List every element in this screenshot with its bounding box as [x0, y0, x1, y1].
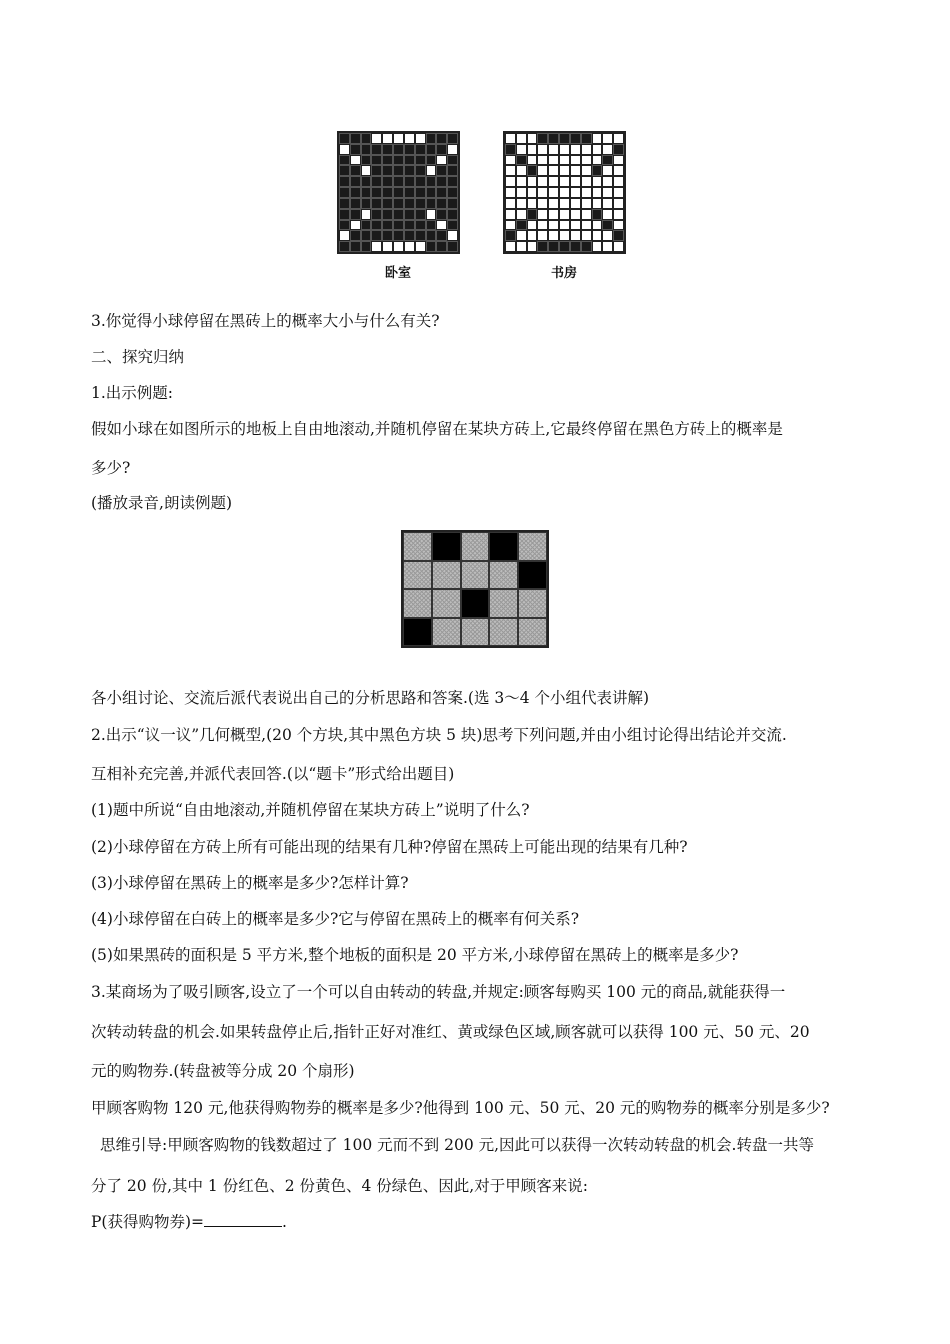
bedroom-black-tile: [436, 209, 447, 220]
bedroom-black-tile: [361, 230, 372, 241]
answer-blank: [204, 1212, 282, 1227]
study-black-tile: [570, 241, 581, 252]
study-white-tile: [602, 165, 613, 176]
study-white-tile: [505, 209, 516, 220]
study-white-tile: [592, 176, 603, 187]
bedroom-black-tile: [415, 220, 426, 231]
bedroom-white-tile: [361, 209, 372, 220]
item-3-question: 甲顾客购物 120 元,他获得购物券的概率是多少?他得到 100 元、50 元、20 元的购物券的概率分别是多少?: [91, 1099, 830, 1117]
study-white-tile: [581, 230, 592, 241]
bedroom-black-tile: [393, 198, 404, 209]
bedroom-black-tile: [393, 209, 404, 220]
study-white-tile: [548, 155, 559, 166]
bedroom-black-tile: [447, 220, 458, 231]
bedroom-black-tile: [404, 165, 415, 176]
study-white-tile: [548, 187, 559, 198]
study-black-tile: [527, 165, 538, 176]
bedroom-black-tile: [371, 230, 382, 241]
study-white-tile: [581, 209, 592, 220]
study-white-tile: [527, 144, 538, 155]
hint-line2: 分了 20 份,其中 1 份红色、2 份黄色、4 份绿色、因此,对于甲顾客来说:: [91, 1177, 588, 1195]
item-3-line1: 3.某商场为了吸引顾客,设立了一个可以自由转动的转盘,并规定:顾客每购买 100 元的商品,就能获得一: [91, 983, 786, 1001]
study-black-tile: [592, 165, 603, 176]
study-white-tile: [527, 155, 538, 166]
bedroom-black-tile: [339, 241, 350, 252]
gray-tile: [403, 561, 432, 590]
study-white-tile: [516, 230, 527, 241]
study-white-tile: [559, 144, 570, 155]
bedroom-black-tile: [350, 241, 361, 252]
bedroom-black-tile: [415, 176, 426, 187]
study-white-tile: [505, 176, 516, 187]
black-tile: [432, 532, 461, 561]
study-black-tile: [613, 144, 624, 155]
gray-tile: [518, 618, 547, 647]
bedroom-white-tile: [404, 133, 415, 144]
bedroom-black-tile: [447, 176, 458, 187]
bedroom-black-tile: [361, 241, 372, 252]
study-white-tile: [602, 133, 613, 144]
bedroom-black-tile: [371, 187, 382, 198]
study-white-tile: [537, 220, 548, 231]
study-white-tile: [527, 220, 538, 231]
bedroom-black-tile: [393, 176, 404, 187]
study-white-tile: [602, 144, 613, 155]
bedroom-black-tile: [371, 209, 382, 220]
study-white-tile: [548, 230, 559, 241]
bedroom-white-tile: [350, 220, 361, 231]
study-white-tile: [581, 165, 592, 176]
example-question-line1: 假如小球在如图所示的地板上自由地滚动,并随机停留在某块方砖上,它最终停留在黑色方砖上的概率是: [91, 420, 783, 438]
bedroom-black-tile: [436, 230, 447, 241]
bedroom-black-tile: [404, 198, 415, 209]
gray-tile: [489, 589, 518, 618]
formula-suffix: .: [282, 1213, 287, 1231]
bedroom-black-tile: [404, 220, 415, 231]
bedroom-black-tile: [339, 187, 350, 198]
bedroom-black-tile: [447, 198, 458, 209]
study-white-tile: [548, 198, 559, 209]
bedroom-black-tile: [382, 230, 393, 241]
study-black-tile: [505, 144, 516, 155]
study-white-tile: [570, 155, 581, 166]
bedroom-white-tile: [415, 133, 426, 144]
formula-prefix: P(获得购物券)=: [91, 1213, 205, 1231]
study-black-tile: [559, 133, 570, 144]
study-white-tile: [516, 198, 527, 209]
gray-tile: [518, 589, 547, 618]
example-floor-tiles: [401, 530, 549, 648]
bedroom-black-tile: [436, 165, 447, 176]
study-white-tile: [548, 209, 559, 220]
bedroom-black-tile: [339, 209, 350, 220]
bedroom-black-tile: [447, 209, 458, 220]
study-white-tile: [570, 187, 581, 198]
study-white-tile: [537, 176, 548, 187]
bedroom-white-tile: [447, 144, 458, 155]
bedroom-white-tile: [382, 241, 393, 252]
bedroom-white-tile: [436, 155, 447, 166]
item-3-line3: 元的购物券.(转盘被等分成 20 个扇形): [91, 1062, 355, 1080]
study-black-tile: [602, 155, 613, 166]
study-white-tile: [581, 220, 592, 231]
question-3: 3.你觉得小球停留在黑砖上的概率大小与什么有关?: [91, 312, 440, 330]
study-black-tile: [613, 230, 624, 241]
black-tile: [489, 532, 518, 561]
gray-tile: [461, 532, 490, 561]
bedroom-black-tile: [382, 155, 393, 166]
study-black-tile: [527, 209, 538, 220]
study-white-tile: [516, 133, 527, 144]
study-white-tile: [602, 198, 613, 209]
study-white-tile: [592, 230, 603, 241]
bedroom-black-tile: [436, 133, 447, 144]
study-white-tile: [570, 198, 581, 209]
study-white-tile: [537, 144, 548, 155]
bedroom-black-tile: [350, 209, 361, 220]
study-white-tile: [592, 241, 603, 252]
study-white-tile: [592, 133, 603, 144]
bedroom-white-tile: [447, 230, 458, 241]
bedroom-black-tile: [404, 209, 415, 220]
sub-question-4: (4)小球停留在白砖上的概率是多少?它与停留在黑砖上的概率有何关系?: [91, 910, 580, 928]
study-caption: 书房: [550, 266, 577, 281]
bedroom-black-tile: [447, 241, 458, 252]
study-white-tile: [537, 198, 548, 209]
bedroom-black-tile: [371, 176, 382, 187]
bedroom-black-tile: [436, 198, 447, 209]
bedroom-black-tile: [339, 155, 350, 166]
example-question-line2: 多少?: [91, 459, 131, 477]
study-white-tile: [527, 230, 538, 241]
study-white-tile: [613, 133, 624, 144]
item-2-line2: 互相补充完善,并派代表回答.(以“题卡”形式给出题目): [91, 765, 455, 783]
study-white-tile: [581, 187, 592, 198]
bedroom-white-tile: [339, 230, 350, 241]
bedroom-black-tile: [371, 198, 382, 209]
bedroom-black-tile: [382, 209, 393, 220]
study-white-tile: [602, 241, 613, 252]
bedroom-black-tile: [361, 198, 372, 209]
black-tile: [461, 589, 490, 618]
bedroom-black-tile: [371, 220, 382, 231]
bedroom-black-tile: [393, 165, 404, 176]
bedroom-black-tile: [426, 220, 437, 231]
bedroom-black-tile: [447, 155, 458, 166]
bedroom-white-tile: [404, 241, 415, 252]
study-white-tile: [527, 133, 538, 144]
study-white-tile: [570, 144, 581, 155]
bedroom-black-tile: [436, 187, 447, 198]
bedroom-black-tile: [436, 241, 447, 252]
bedroom-black-tile: [361, 187, 372, 198]
study-white-tile: [537, 155, 548, 166]
study-white-tile: [570, 230, 581, 241]
bedroom-floor-pattern: [337, 131, 460, 254]
study-white-tile: [592, 187, 603, 198]
bedroom-black-tile: [350, 198, 361, 209]
bedroom-black-tile: [415, 198, 426, 209]
bedroom-black-tile: [404, 155, 415, 166]
bedroom-black-tile: [382, 176, 393, 187]
study-white-tile: [527, 198, 538, 209]
study-white-tile: [527, 176, 538, 187]
study-white-tile: [516, 144, 527, 155]
study-white-tile: [602, 176, 613, 187]
sub-question-2: (2)小球停留在方砖上所有可能出现的结果有几种?停留在黑砖上可能出现的结果有几种?: [91, 838, 688, 856]
study-white-tile: [559, 220, 570, 231]
bedroom-black-tile: [339, 198, 350, 209]
study-white-tile: [516, 176, 527, 187]
bedroom-black-tile: [393, 220, 404, 231]
bedroom-black-tile: [361, 133, 372, 144]
study-white-tile: [602, 209, 613, 220]
study-white-tile: [559, 209, 570, 220]
gray-tile: [461, 561, 490, 590]
bedroom-black-tile: [393, 187, 404, 198]
study-white-tile: [613, 220, 624, 231]
bedroom-black-tile: [339, 220, 350, 231]
bedroom-black-tile: [426, 176, 437, 187]
sub-question-3: (3)小球停留在黑砖上的概率是多少?怎样计算?: [91, 874, 409, 892]
gray-tile: [432, 618, 461, 647]
gray-tile: [461, 618, 490, 647]
study-black-tile: [602, 220, 613, 231]
study-white-tile: [559, 198, 570, 209]
study-white-tile: [559, 230, 570, 241]
study-white-tile: [570, 165, 581, 176]
bedroom-black-tile: [339, 133, 350, 144]
gray-tile: [403, 589, 432, 618]
bedroom-black-tile: [426, 133, 437, 144]
bedroom-black-tile: [426, 230, 437, 241]
study-white-tile: [505, 187, 516, 198]
hint-line1: 思维引导:甲顾客购物的钱数超过了 100 元而不到 200 元,因此可以获得一次转动转盘的机会.转盘一共等: [100, 1136, 814, 1154]
bedroom-black-tile: [382, 198, 393, 209]
study-white-tile: [613, 209, 624, 220]
bedroom-black-tile: [436, 176, 447, 187]
study-white-tile: [613, 187, 624, 198]
bedroom-black-tile: [415, 144, 426, 155]
study-white-tile: [559, 187, 570, 198]
study-white-tile: [537, 230, 548, 241]
study-white-tile: [548, 176, 559, 187]
study-black-tile: [570, 133, 581, 144]
bedroom-black-tile: [447, 187, 458, 198]
black-tile: [403, 618, 432, 647]
study-white-tile: [505, 155, 516, 166]
bedroom-black-tile: [393, 144, 404, 155]
study-white-tile: [581, 176, 592, 187]
bedroom-black-tile: [350, 176, 361, 187]
sub-question-5: (5)如果黑砖的面积是 5 平方米,整个地板的面积是 20 平方米,小球停留在黑砖上的概率是多少?: [91, 946, 739, 964]
bedroom-black-tile: [361, 155, 372, 166]
bedroom-black-tile: [404, 187, 415, 198]
gray-tile: [403, 532, 432, 561]
bedroom-black-tile: [447, 165, 458, 176]
bedroom-black-tile: [415, 165, 426, 176]
bedroom-black-tile: [339, 165, 350, 176]
bedroom-black-tile: [393, 230, 404, 241]
example-heading: 1.出示例题:: [91, 384, 174, 402]
study-white-tile: [505, 220, 516, 231]
bedroom-white-tile: [393, 241, 404, 252]
gray-tile: [432, 589, 461, 618]
study-white-tile: [505, 133, 516, 144]
study-black-tile: [559, 241, 570, 252]
study-white-tile: [537, 209, 548, 220]
study-black-tile: [516, 155, 527, 166]
study-white-tile: [613, 198, 624, 209]
bedroom-black-tile: [415, 230, 426, 241]
study-white-tile: [527, 241, 538, 252]
study-white-tile: [505, 165, 516, 176]
bedroom-black-tile: [371, 144, 382, 155]
study-white-tile: [592, 198, 603, 209]
study-black-tile: [548, 241, 559, 252]
section-heading-explore: 二、探究归纳: [91, 348, 185, 366]
bedroom-white-tile: [382, 133, 393, 144]
item-3-line2: 次转动转盘的机会.如果转盘停止后,指针正好对准红、黄或绿色区域,顾客就可以获得 100 元、50 元、20: [91, 1023, 810, 1041]
study-white-tile: [516, 241, 527, 252]
study-white-tile: [613, 176, 624, 187]
bedroom-black-tile: [382, 220, 393, 231]
bedroom-black-tile: [415, 187, 426, 198]
bedroom-black-tile: [382, 165, 393, 176]
study-white-tile: [592, 144, 603, 155]
bedroom-caption: 卧室: [384, 266, 411, 281]
study-white-tile: [559, 176, 570, 187]
study-white-tile: [527, 187, 538, 198]
black-tile: [518, 561, 547, 590]
study-black-tile: [516, 220, 527, 231]
bedroom-black-tile: [350, 165, 361, 176]
study-white-tile: [516, 209, 527, 220]
discussion-text: 各小组讨论、交流后派代表说出自己的分析思路和答案.(选 3～4 个小组代表讲解): [91, 689, 650, 707]
study-black-tile: [581, 133, 592, 144]
bedroom-black-tile: [361, 176, 372, 187]
gray-tile: [518, 532, 547, 561]
sub-question-1: (1)题中所说“自由地滚动,并随机停留在某块方砖上”说明了什么?: [91, 801, 530, 819]
formula-line: [91, 1212, 287, 1232]
bedroom-white-tile: [371, 133, 382, 144]
study-white-tile: [537, 187, 548, 198]
bedroom-black-tile: [371, 155, 382, 166]
study-white-tile: [592, 155, 603, 166]
bedroom-white-tile: [350, 155, 361, 166]
bedroom-black-tile: [361, 220, 372, 231]
bedroom-black-tile: [426, 155, 437, 166]
study-white-tile: [516, 165, 527, 176]
study-black-tile: [537, 241, 548, 252]
study-floor-pattern: [503, 131, 626, 254]
bedroom-black-tile: [382, 187, 393, 198]
study-white-tile: [505, 241, 516, 252]
bedroom-black-tile: [382, 144, 393, 155]
study-black-tile: [581, 241, 592, 252]
study-white-tile: [548, 220, 559, 231]
bedroom-white-tile: [415, 241, 426, 252]
bedroom-white-tile: [426, 165, 437, 176]
bedroom-black-tile: [350, 133, 361, 144]
study-black-tile: [548, 133, 559, 144]
study-white-tile: [602, 187, 613, 198]
bedroom-black-tile: [350, 144, 361, 155]
study-black-tile: [537, 133, 548, 144]
study-white-tile: [548, 144, 559, 155]
bedroom-black-tile: [415, 155, 426, 166]
gray-tile: [432, 561, 461, 590]
bedroom-white-tile: [436, 220, 447, 231]
study-black-tile: [505, 230, 516, 241]
study-white-tile: [613, 165, 624, 176]
study-white-tile: [592, 220, 603, 231]
bedroom-black-tile: [404, 176, 415, 187]
study-white-tile: [581, 144, 592, 155]
bedroom-black-tile: [361, 144, 372, 155]
study-white-tile: [613, 241, 624, 252]
study-white-tile: [559, 155, 570, 166]
bedroom-white-tile: [339, 144, 350, 155]
study-white-tile: [570, 176, 581, 187]
study-white-tile: [613, 155, 624, 166]
study-white-tile: [516, 187, 527, 198]
study-white-tile: [548, 165, 559, 176]
bedroom-black-tile: [426, 198, 437, 209]
gray-tile: [489, 561, 518, 590]
study-white-tile: [581, 198, 592, 209]
bedroom-black-tile: [415, 209, 426, 220]
bedroom-black-tile: [404, 144, 415, 155]
bedroom-black-tile: [426, 144, 437, 155]
item-2-line1: 2.出示“议一议”几何概型,(20 个方块,其中黑色方块 5 块)思考下列问题,并由小组讨论得出结论并交流.: [91, 726, 787, 744]
bedroom-white-tile: [361, 165, 372, 176]
study-white-tile: [505, 198, 516, 209]
bedroom-black-tile: [404, 230, 415, 241]
bedroom-black-tile: [339, 176, 350, 187]
bedroom-white-tile: [371, 241, 382, 252]
study-white-tile: [570, 220, 581, 231]
bedroom-white-tile: [426, 209, 437, 220]
bedroom-black-tile: [436, 144, 447, 155]
bedroom-black-tile: [447, 133, 458, 144]
bedroom-white-tile: [393, 133, 404, 144]
study-white-tile: [581, 155, 592, 166]
study-white-tile: [602, 230, 613, 241]
bedroom-black-tile: [393, 155, 404, 166]
study-white-tile: [570, 209, 581, 220]
study-black-tile: [592, 209, 603, 220]
bedroom-black-tile: [350, 230, 361, 241]
bedroom-black-tile: [426, 241, 437, 252]
bedroom-black-tile: [350, 187, 361, 198]
gray-tile: [489, 618, 518, 647]
bedroom-black-tile: [426, 187, 437, 198]
study-white-tile: [559, 165, 570, 176]
bedroom-black-tile: [371, 165, 382, 176]
example-note: (播放录音,朗读例题): [91, 494, 233, 512]
study-white-tile: [537, 165, 548, 176]
